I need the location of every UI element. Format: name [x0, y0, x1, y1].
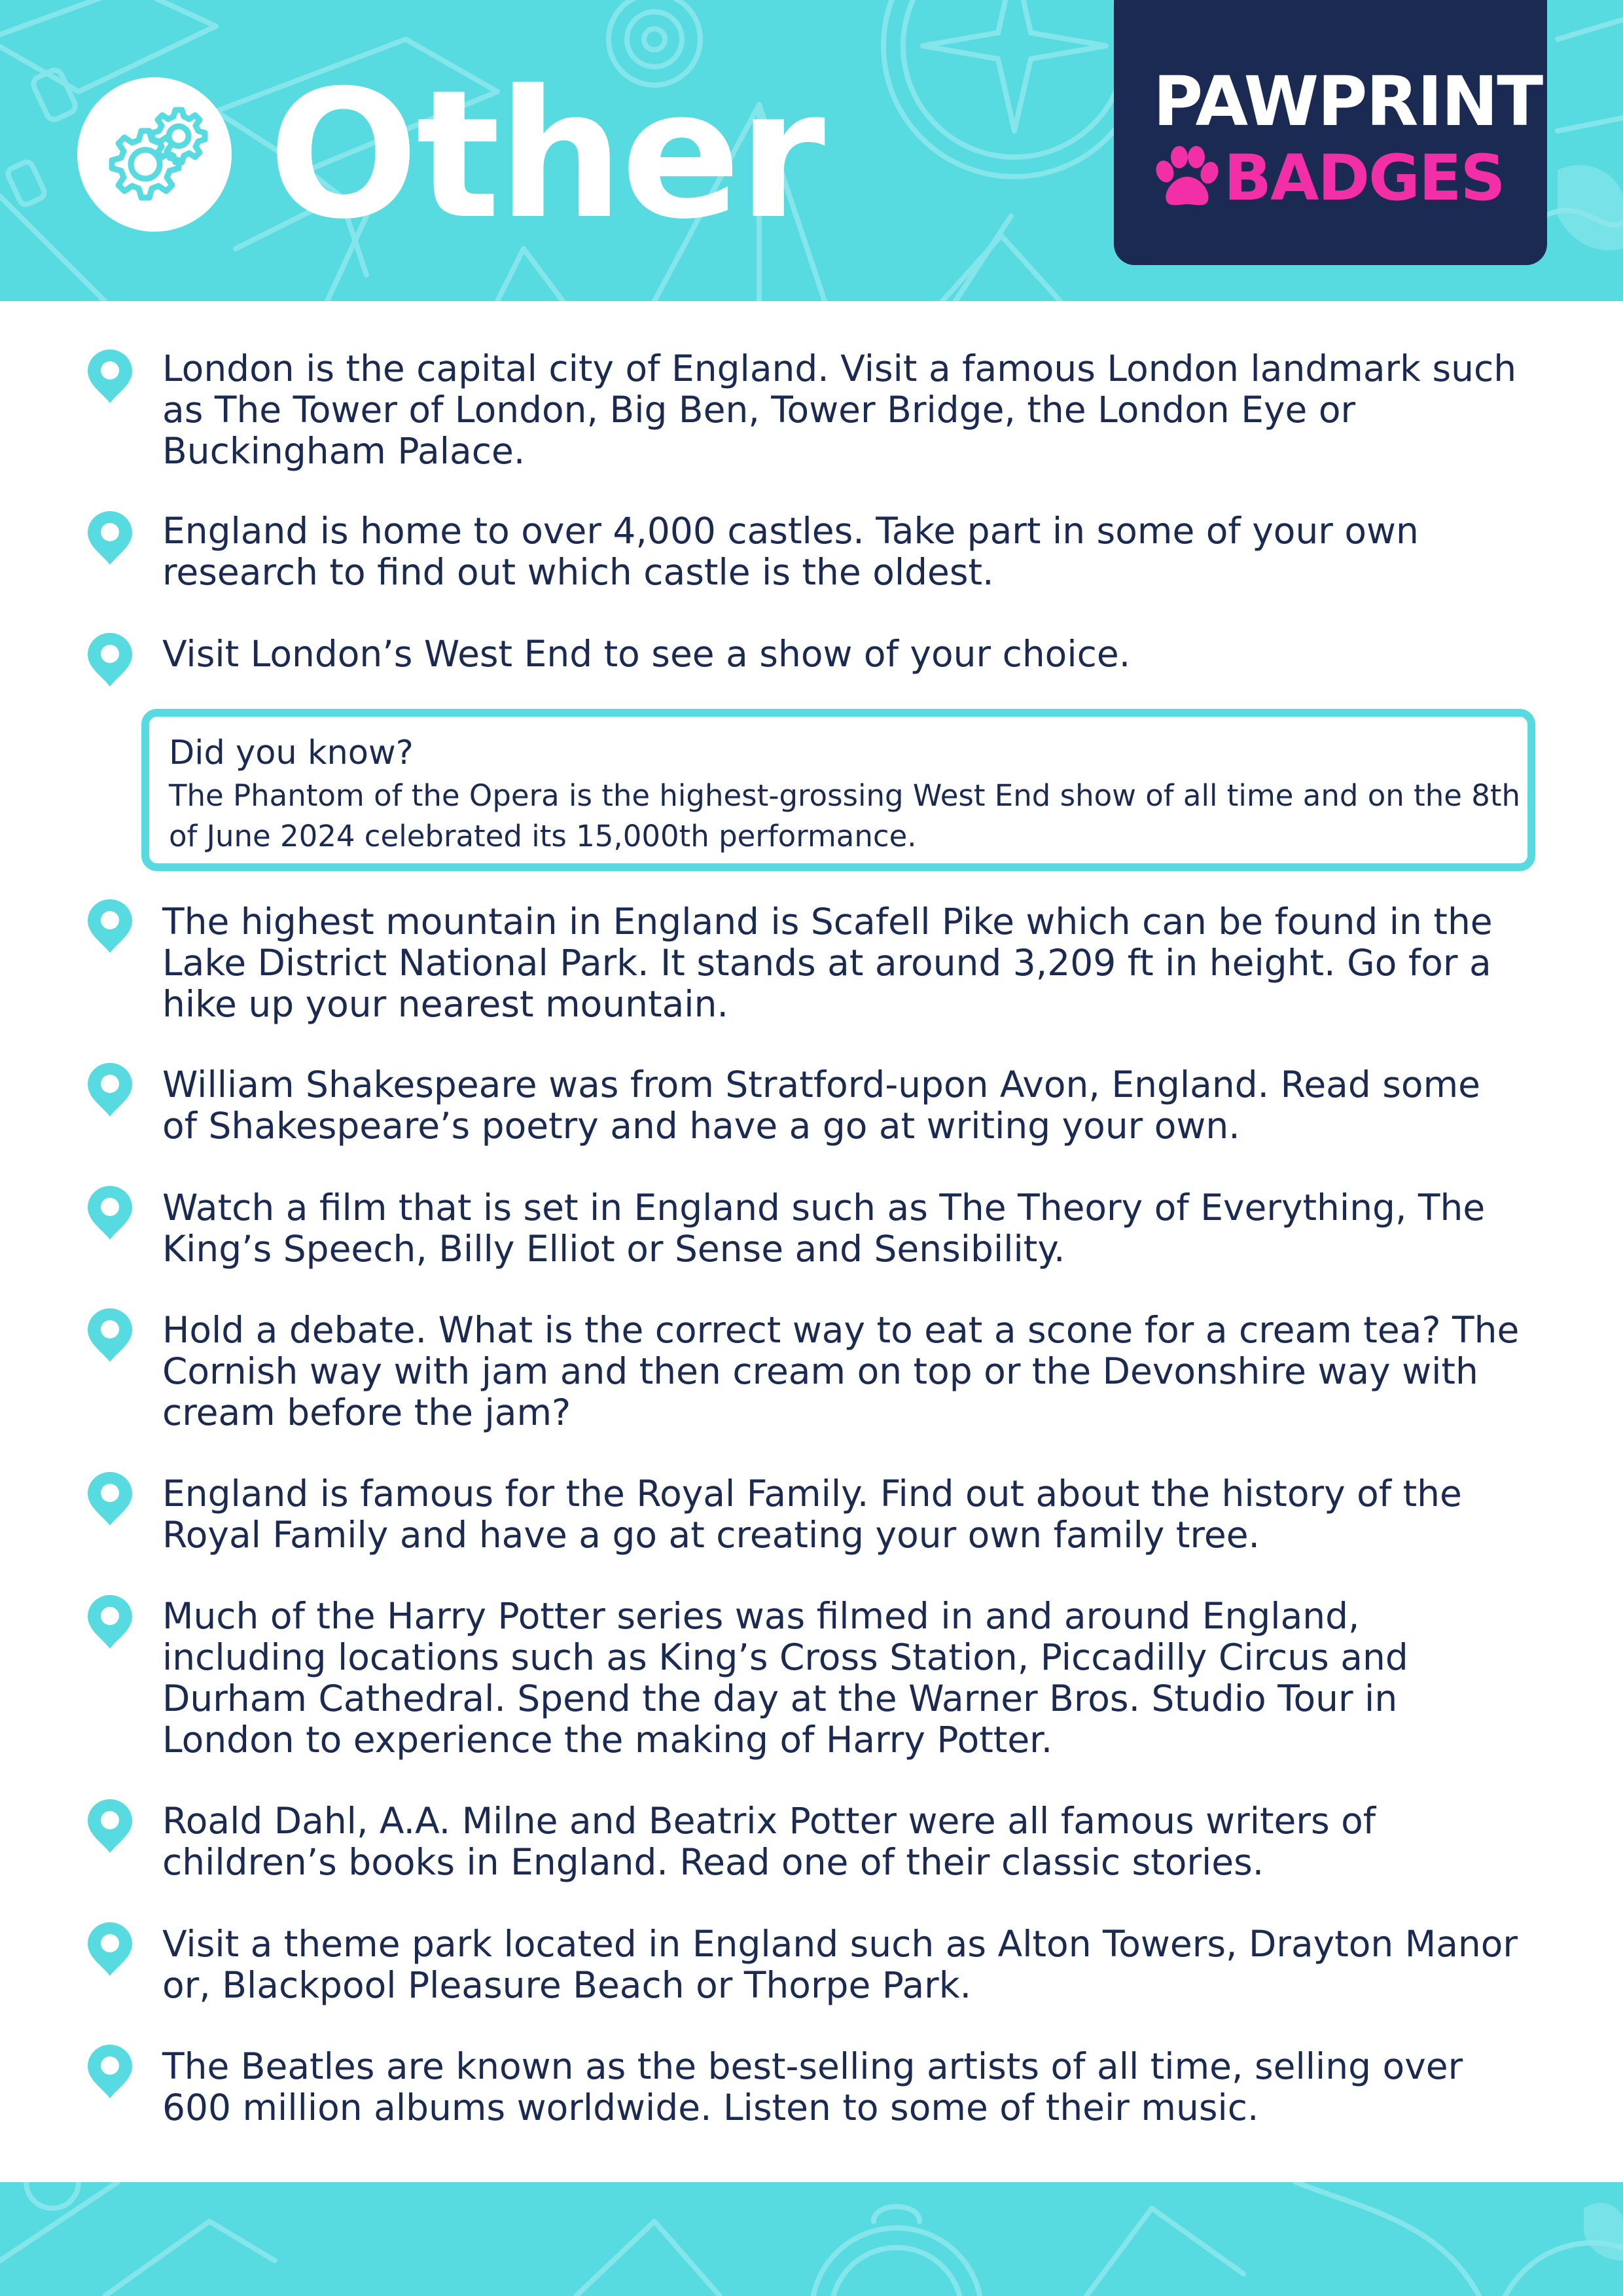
- location-pin-icon: [85, 1797, 135, 1856]
- list-item: Visit London’s West End to see a show of your choice.: [162, 633, 1131, 675]
- header-banner: [0, 0, 1623, 301]
- location-pin-icon: [85, 1469, 135, 1528]
- location-pin-icon: [85, 1592, 135, 1651]
- travel-doodles-background: [0, 2182, 1623, 2296]
- list-item: The highest mountain in England is Scafell Pike which can be found in the Lake District National Park. It stands at around 3,209 ft in height. Go for a hike up your nearest mountain.: [162, 901, 1493, 1025]
- location-pin-icon: [85, 1060, 135, 1119]
- location-pin-icon: [85, 1183, 135, 1242]
- paw-icon: [1152, 145, 1220, 211]
- list-item: Watch a film that is set in England such as The Theory of Everything, The King’s Speech, Billy Elliot or Sense and Sensibility.: [162, 1187, 1486, 1270]
- list-item: Visit a theme park located in England such as Alton Towers, Drayton Manor or, Blackpool Pleasure Beach or Thorpe Park.: [162, 1923, 1518, 2006]
- footer-banner: [0, 2182, 1623, 2296]
- category-icon-badge: [77, 77, 232, 232]
- list-item: London is the capital city of England. Visit a famous London landmark such as The Tower of London, Big Ben, Tower Bridge, the London Eye or Buckingham Palace.: [162, 348, 1517, 472]
- location-pin-icon: [85, 630, 135, 689]
- list-item: Much of the Harry Potter series was filmed in and around England, including locations such as King’s Cross Station, Piccadilly Circus and Durham Cathedral. Spend the day at the Warner Bros. Studio Tour in London to experience the making of Harry Potter.: [162, 1595, 1408, 1761]
- did-you-know-box: [141, 709, 1535, 871]
- logo-line-badges: BADGES: [1224, 141, 1505, 215]
- page-title: Other: [268, 52, 823, 258]
- list-item: Roald Dahl, A.A. Milne and Beatrix Potter were all famous writers of children’s books in England. Read one of their classic stories.: [162, 1800, 1376, 1883]
- list-item: England is famous for the Royal Family. Find out about the history of the Royal Family and have a go at creating your own family tree.: [162, 1473, 1462, 1556]
- did-you-know-heading: Did you know?: [169, 734, 414, 772]
- list-item: England is home to over 4,000 castles. Take part in some of your own research to find out which castle is the oldest.: [162, 510, 1419, 593]
- location-pin-icon: [85, 347, 135, 406]
- location-pin-icon: [85, 897, 135, 956]
- did-you-know-body: The Phantom of the Opera is the highest-grossing West End show of all time and on the 8th of June 2024 celebrated its 15,000th performance.: [169, 778, 1521, 853]
- pawprint-badges-logo: [1114, 0, 1547, 265]
- location-pin-icon: [85, 1920, 135, 1979]
- list-item: Hold a debate. What is the correct way to eat a scone for a cream tea? The Cornish way with jam and then cream on top or the Devonshire way with cream before the jam?: [162, 1309, 1520, 1433]
- location-pin-icon: [85, 509, 135, 567]
- location-pin-icon: [85, 1306, 135, 1365]
- gears-icon: [77, 77, 232, 232]
- logo-line-pawprint: PAWPRINT: [1153, 62, 1543, 141]
- location-pin-icon: [85, 2042, 135, 2101]
- list-item: The Beatles are known as the best-selling artists of all time, selling over 600 million albums worldwide. Listen to some of their music.: [162, 2045, 1463, 2128]
- list-item: William Shakespeare was from Stratford-upon Avon, England. Read some of Shakespeare’s poetry and have a go at writing your own.: [162, 1064, 1480, 1147]
